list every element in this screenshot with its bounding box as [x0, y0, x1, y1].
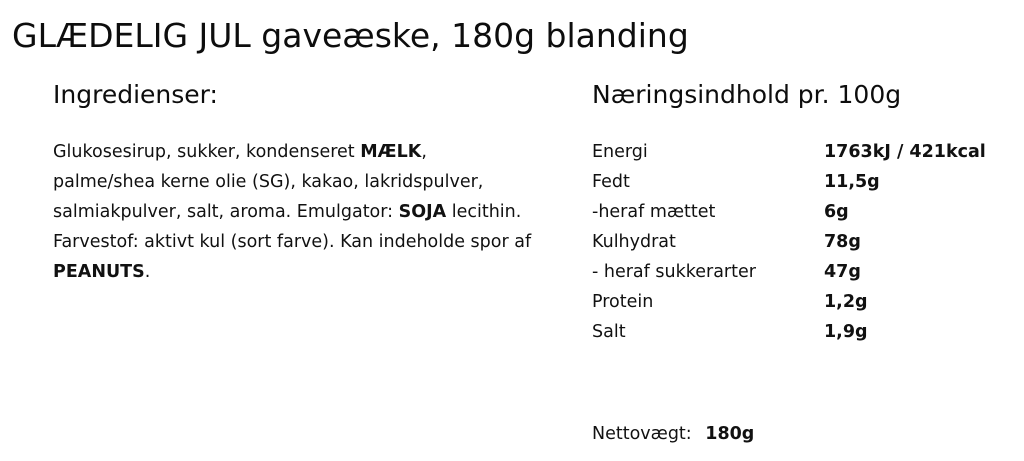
nutrition-row-value: 78g	[824, 232, 861, 252]
nutrition-heading: Næringsindhold pr. 100g	[592, 80, 902, 109]
nutrition-table-body	[592, 137, 1002, 347]
nutrition-row-label: Kulhydrat	[592, 232, 676, 252]
nutrition-row-value: 11,5g	[824, 172, 880, 192]
nutrition-row	[592, 137, 1002, 167]
nutrition-row	[592, 167, 1002, 197]
nutrition-row	[592, 227, 1002, 257]
nutrition-row-label: - heraf sukkerarter	[592, 262, 756, 282]
nutrition-row-label: Salt	[592, 322, 626, 342]
nutrition-row-label: -heraf mættet	[592, 202, 716, 222]
allergen-emphasis: PEANUTS	[53, 262, 145, 282]
allergen-emphasis: MÆLK	[360, 142, 422, 162]
nutrition-section	[592, 80, 1012, 347]
ingredients-section	[53, 80, 553, 287]
ingredients-text: Glukosesirup, sukker, kondenseret MÆLK, palme/shea kerne olie (SG), kakao, lakridspulver, salmiakpulver, salt, aroma. Emulgator: SOJA lecithin. Farvestof: aktivt kul (sort farve). Kan indeholde spor af PEANUTS.	[53, 142, 532, 282]
net-weight-value: 180g	[705, 424, 755, 444]
page-title: GLÆDELIG JUL gaveæske, 180g blanding	[12, 16, 689, 55]
nutrition-row-value: 6g	[824, 202, 849, 222]
net-weight-label: Nettovægt:	[592, 424, 692, 444]
nutrition-row-value: 1763kJ / 421kcal	[824, 142, 986, 162]
nutrition-row-label: Fedt	[592, 172, 630, 192]
nutrition-row	[592, 317, 1002, 347]
nutrition-row-label: Energi	[592, 142, 648, 162]
nutrition-row-label: Protein	[592, 292, 654, 312]
net-weight	[592, 422, 754, 446]
allergen-emphasis: SOJA	[398, 202, 447, 222]
nutrition-row-value: 1,2g	[824, 292, 868, 312]
nutrition-row	[592, 287, 1002, 317]
nutrition-row-value: 47g	[824, 262, 861, 282]
nutrition-table	[592, 137, 1002, 347]
ingredients-heading: Ingredienser:	[53, 80, 218, 109]
nutrition-row	[592, 197, 1002, 227]
nutrition-row-value: 1,9g	[824, 322, 868, 342]
nutrition-row	[592, 257, 1002, 287]
